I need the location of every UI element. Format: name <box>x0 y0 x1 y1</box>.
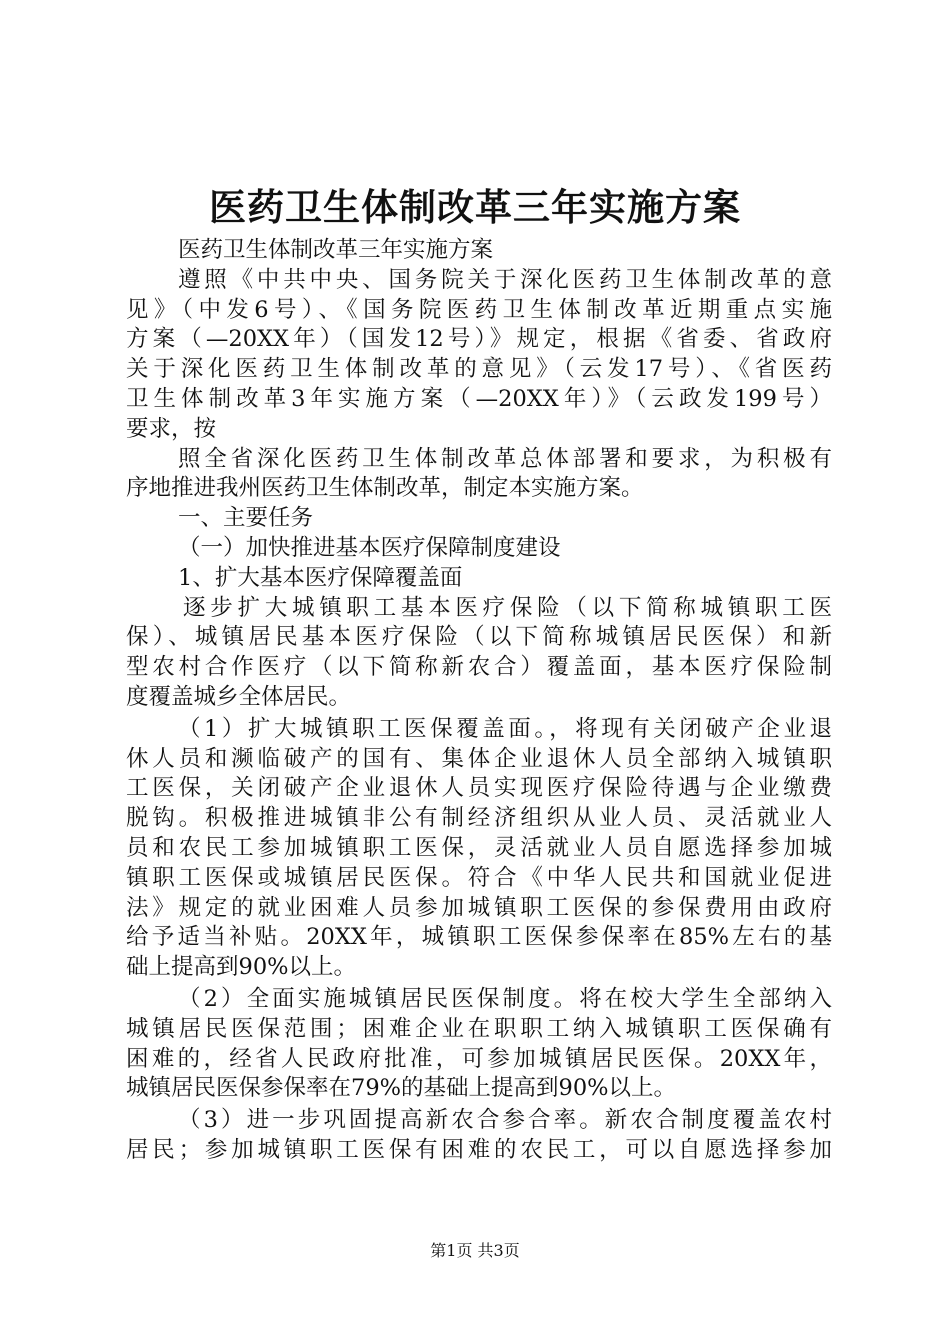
body-line: 照全省深化医药卫生体制改革总体部署和要求，为积极有 <box>178 445 832 472</box>
body-line: 给予适当补贴。20XX年，城镇职工医保参保率在85%左右的基 <box>126 924 832 951</box>
body-line: （1）扩大城镇职工医保覆盖面。，将现有关闭破产企业退 <box>178 715 832 742</box>
body-line: 脱钩。积极推进城镇非公有制经济组织从业人员、灵活就业人 <box>126 805 832 832</box>
body-line: 镇职工医保或城镇居民医保。符合《中华人民共和国就业促进 <box>126 864 832 891</box>
section-heading: 一、主要任务 <box>178 505 314 532</box>
body-line: 卫生体制改革3年实施方案（—20XX年）》（云政发199号） <box>126 385 832 412</box>
body-line: 逐步扩大城镇职工基本医疗保险（以下简称城镇职工医 <box>183 594 832 621</box>
page-number-footer: 第1页 共3页 <box>430 1241 520 1260</box>
body-line: 度覆盖城乡全体居民。 <box>126 683 352 710</box>
body-line: 城镇居民医保范围；困难企业在职职工纳入城镇职工医保确有 <box>126 1015 832 1042</box>
body-line: 居民；参加城镇职工医保有困难的农民工，可以自愿选择参加 <box>126 1136 832 1163</box>
body-line: 见》（中发6号）、《国务院医药卫生体制改革近期重点实施 <box>126 296 832 323</box>
document-title: 医药卫生体制改革三年实施方案 <box>209 185 741 229</box>
body-line: 保）、城镇居民基本医疗保险（以下简称城镇居民医保）和新 <box>126 624 832 651</box>
body-line: 工医保，关闭破产企业退休人员实现医疗保险待遇与企业缴费 <box>126 775 832 802</box>
body-line: 础上提高到90%以上。 <box>126 954 357 981</box>
body-line: 要求，按 <box>126 415 217 442</box>
subsection-heading: （一）加快推进基本医疗保障制度建设 <box>178 534 561 561</box>
item-heading: 1、扩大基本医疗保障覆盖面 <box>178 564 463 591</box>
body-line: 方案（—20XX年）（国发12号）》规定，根据《省委、省政府 <box>126 326 832 353</box>
body-line: 序地推进我州医药卫生体制改革，制定本实施方案。 <box>126 475 644 502</box>
body-line: （3）进一步巩固提高新农合参合率。新农合制度覆盖农村 <box>178 1107 832 1134</box>
body-line: 法》规定的就业困难人员参加城镇职工医保的参保费用由政府 <box>126 894 832 921</box>
document-body <box>126 236 832 1166</box>
body-line: 型农村合作医疗（以下简称新农合）覆盖面，基本医疗保险制 <box>126 654 832 681</box>
body-line: 医药卫生体制改革三年实施方案 <box>178 237 494 263</box>
body-line: 遵照《中共中央、国务院关于深化医药卫生体制改革的意 <box>178 266 832 293</box>
body-line: （2）全面实施城镇居民医保制度。将在校大学生全部纳入 <box>178 985 832 1012</box>
body-line: 休人员和濒临破产的国有、集体企业退休人员全部纳入城镇职 <box>126 745 832 772</box>
body-line: 关于深化医药卫生体制改革的意见》（云发17号）、《省医药 <box>126 356 832 383</box>
body-line: 员和农民工参加城镇职工医保，灵活就业人员自愿选择参加城 <box>126 834 832 861</box>
body-line: 困难的，经省人民政府批准，可参加城镇居民医保。20XX年， <box>126 1045 832 1072</box>
body-line: 城镇居民医保参保率在79%的基础上提高到90%以上。 <box>126 1075 677 1102</box>
